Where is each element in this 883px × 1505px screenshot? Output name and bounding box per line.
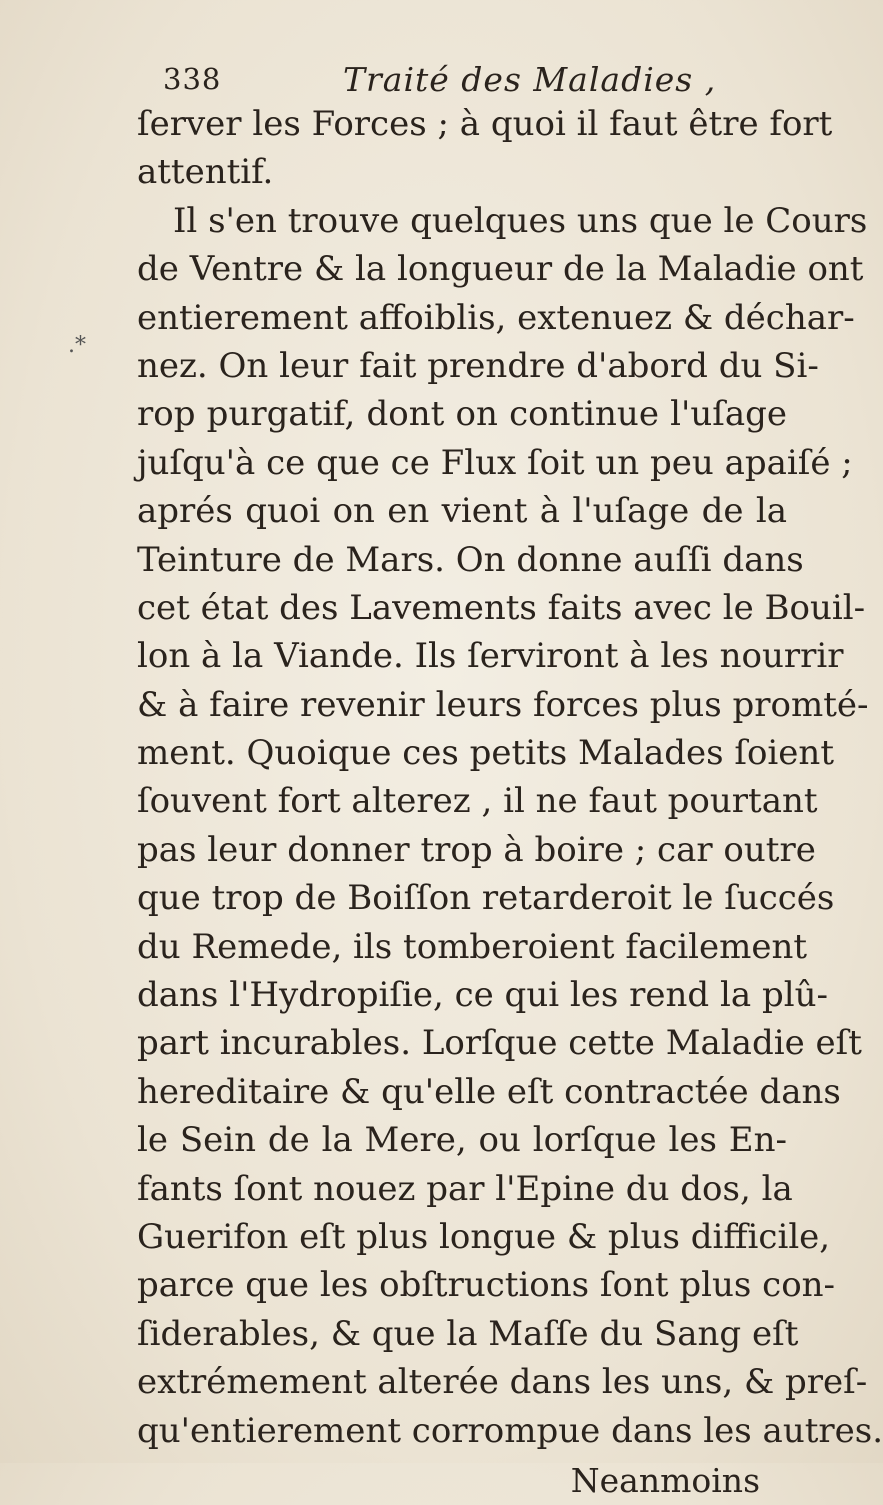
text-line: ment. Quoique ces petits Malades ſoient bbox=[137, 733, 834, 774]
text-line: le Sein de la Mere, ou lorſque les En- bbox=[137, 1120, 787, 1161]
text-line: qu'entierement corrompue dans les autres. bbox=[137, 1410, 883, 1451]
text-line: parce que les obſtructions ſont plus con- bbox=[137, 1265, 836, 1306]
text-line: fants ſont nouez par l'Epine du dos, la bbox=[137, 1168, 793, 1209]
text-line: entierement affoiblis, extenuez & déchar- bbox=[137, 297, 855, 338]
text-line: dans l'Hydropiſie, ce qui les rend la plû- bbox=[137, 975, 828, 1016]
text-line: ſiderables, & que la Maſſe du Sang eſt bbox=[137, 1313, 799, 1354]
running-title: Traité des Maladies , bbox=[343, 60, 717, 99]
text-line: aprés quoi on en vient à l'uſage de la bbox=[137, 491, 787, 532]
text-line: & à faire revenir leurs forces plus promté- bbox=[137, 684, 869, 725]
text-line: hereditaire & qu'elle eſt contractée dans bbox=[137, 1071, 841, 1112]
text-line: ſouvent fort alterez , il ne faut pourtant bbox=[137, 781, 818, 822]
text-line: ſerver les Forces ; à quoi il faut être fort bbox=[137, 104, 833, 144]
text-line: nez. On leur fait prendre d'abord du Si- bbox=[137, 345, 819, 386]
text-line: Il s'en trouve quelques uns que le Cours bbox=[173, 200, 868, 241]
text-line: du Remede, ils tomberoient facilement bbox=[137, 926, 808, 967]
page-number: 338 bbox=[163, 62, 222, 96]
text-line: de Ventre & la longueur de la Maladie ont bbox=[137, 249, 864, 290]
text-line: Guerifon eſt plus longue & plus difficile, bbox=[137, 1216, 831, 1257]
text-line: que trop de Boiſſon retarderoit le ſuccés bbox=[137, 878, 835, 919]
text-line: cet état des Lavements faits avec le Bouil- bbox=[137, 587, 866, 628]
text-line: rop purgatif, dont on continue l'uſage bbox=[137, 394, 787, 435]
text-line: juſqu'à ce que ce Flux ſoit un peu apaiſé ; bbox=[137, 442, 853, 483]
text-line: extrémement alterée dans les uns, & preſ- bbox=[137, 1362, 868, 1403]
text-line: Teinture de Mars. On donne auſſi dans bbox=[137, 539, 804, 580]
catchword: Neanmoins bbox=[570, 1461, 760, 1500]
margin-mark: .* bbox=[68, 333, 86, 358]
text-line: pas leur donner trop à boire ; car outre bbox=[137, 829, 816, 870]
text-line: attentif. bbox=[137, 152, 274, 193]
text-line: part incurables. Lorſque cette Maladie eſt bbox=[137, 1023, 862, 1064]
body-text bbox=[137, 100, 883, 1455]
text-line: lon à la Viande. Ils ſerviront à les nourrir bbox=[137, 636, 844, 677]
page-header bbox=[163, 62, 763, 102]
